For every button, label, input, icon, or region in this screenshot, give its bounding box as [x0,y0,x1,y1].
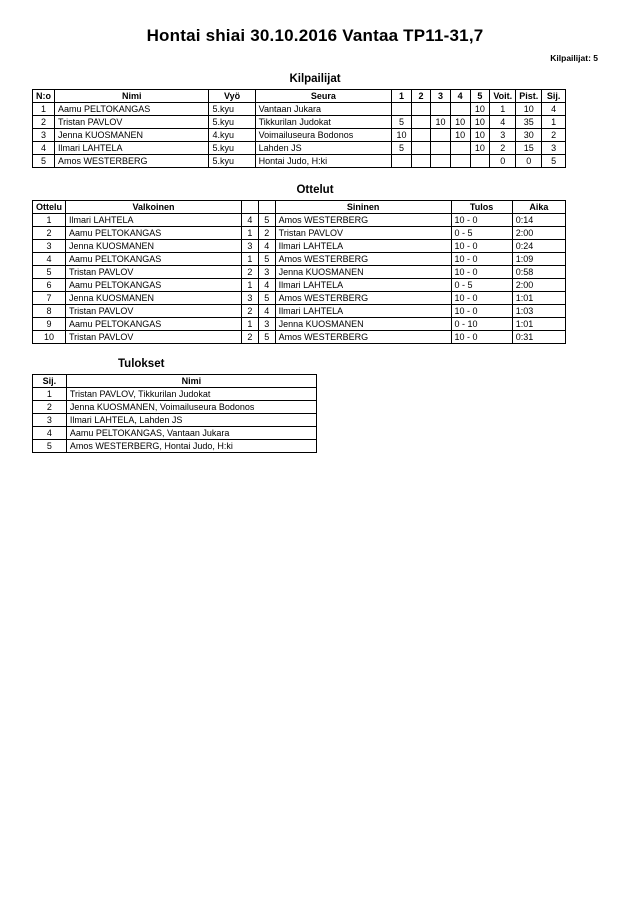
cell-m5: 10 [470,142,490,155]
cell-vyo: 4.kyu [209,129,255,142]
cell-match-num: 2 [33,227,66,240]
cell-blue: Amos WESTERBERG [275,331,451,344]
cell-vyo: 5.kyu [209,103,255,116]
cell-m3 [431,103,451,116]
cell-seura: Lahden JS [255,142,391,155]
cell-nimi: Amos WESTERBERG [55,155,209,168]
col-header-nimi: Nimi [66,375,316,388]
table-row [33,103,566,116]
cell-vyo: 5.kyu [209,142,255,155]
cell-m1: 5 [392,142,412,155]
cell-white-num: 2 [241,266,258,279]
cell-m3 [431,155,451,168]
cell-blue-num: 5 [258,253,275,266]
col-header-pist: Pist. [516,90,542,103]
cell-time: 0:31 [512,331,565,344]
cell-white-num: 1 [241,253,258,266]
cell-m2 [411,142,430,155]
cell-blue: Tristan PAVLOV [275,227,451,240]
cell-time: 1:01 [512,318,565,331]
cell-rank: 4 [33,427,67,440]
table-row [33,155,566,168]
col-header-m4: 4 [450,90,470,103]
cell-sij: 4 [542,103,566,116]
cell-white: Tristan PAVLOV [66,331,242,344]
cell-white-num: 1 [241,227,258,240]
cell-rank: 1 [33,388,67,401]
cell-m5: 10 [470,103,490,116]
cell-blue-num: 2 [258,227,275,240]
cell-white-num: 3 [241,292,258,305]
cell-blue-num: 3 [258,266,275,279]
table-row [33,292,566,305]
cell-m1 [392,155,412,168]
cell-sij: 1 [542,116,566,129]
col-header-vyo: Vyö [209,90,255,103]
matches-table [32,200,566,344]
cell-blue: Amos WESTERBERG [275,292,451,305]
table-row [33,116,566,129]
table-row [33,266,566,279]
cell-m2 [411,103,430,116]
cell-sij: 2 [542,129,566,142]
cell-seura: Voimailuseura Bodonos [255,129,391,142]
results-table [32,374,317,453]
table-row [33,129,566,142]
cell-voit: 4 [490,116,516,129]
cell-blue-num: 3 [258,318,275,331]
cell-m1: 10 [392,129,412,142]
cell-m3 [431,129,451,142]
cell-nimi: Jenna KUOSMANEN [55,129,209,142]
cell-time: 2:00 [512,279,565,292]
cell-nimi: Tristan PAVLOV [55,116,209,129]
col-header-sij: Sij. [33,375,67,388]
cell-white-num: 1 [241,279,258,292]
col-header-nimi: Nimi [55,90,209,103]
cell-white: Aamu PELTOKANGAS [66,279,242,292]
cell-m2 [411,116,430,129]
cell-blue: Jenna KUOSMANEN [275,318,451,331]
cell-blue: Ilmari LAHTELA [275,240,451,253]
cell-no: 3 [33,129,55,142]
table-header-row [33,201,566,214]
cell-white-num: 4 [241,214,258,227]
cell-m4 [450,155,470,168]
col-header-aika: Aika [512,201,565,214]
table-row [33,440,317,453]
cell-rank: 2 [33,401,67,414]
cell-pist: 0 [516,155,542,168]
cell-m4: 10 [450,129,470,142]
table-row [33,427,317,440]
cell-rank: 3 [33,414,67,427]
cell-blue: Ilmari LAHTELA [275,305,451,318]
cell-nimi: Ilmari LAHTELA [55,142,209,155]
cell-match-num: 8 [33,305,66,318]
cell-time: 0:14 [512,214,565,227]
results-heading: Tulokset [118,358,165,370]
page-title: Hontai shiai 30.10.2016 Vantaa TP11-31,7 [146,26,484,45]
cell-white: Tristan PAVLOV [66,266,242,279]
cell-result: 10 - 0 [451,214,512,227]
cell-sij: 5 [542,155,566,168]
cell-name: Amos WESTERBERG, Hontai Judo, H:ki [66,440,316,453]
cell-no: 1 [33,103,55,116]
cell-m1: 5 [392,116,412,129]
table-header-row [33,90,566,103]
cell-result: 10 - 0 [451,240,512,253]
cell-match-num: 3 [33,240,66,253]
cell-m2 [411,155,430,168]
cell-blue-num: 5 [258,214,275,227]
cell-pist: 10 [516,103,542,116]
cell-pist: 30 [516,129,542,142]
cell-rank: 5 [33,440,67,453]
cell-pist: 35 [516,116,542,129]
cell-time: 1:03 [512,305,565,318]
cell-voit: 1 [490,103,516,116]
table-row [33,279,566,292]
cell-match-num: 9 [33,318,66,331]
cell-m3 [431,142,451,155]
cell-no: 5 [33,155,55,168]
cell-m1 [392,103,412,116]
cell-m5: 10 [470,116,490,129]
cell-blue-num: 4 [258,279,275,292]
cell-white-num: 3 [241,240,258,253]
col-header-m1: 1 [392,90,412,103]
cell-blue: Jenna KUOSMANEN [275,266,451,279]
cell-m4 [450,142,470,155]
cell-match-num: 5 [33,266,66,279]
cell-white: Jenna KUOSMANEN [66,292,242,305]
cell-time: 2:00 [512,227,565,240]
col-header-tulos: Tulos [451,201,512,214]
cell-result: 10 - 0 [451,305,512,318]
table-row [33,240,566,253]
cell-no: 2 [33,116,55,129]
table-row [33,253,566,266]
col-header-ottelu: Ottelu [33,201,66,214]
cell-white: Aamu PELTOKANGAS [66,318,242,331]
cell-vyo: 5.kyu [209,155,255,168]
cell-match-num: 1 [33,214,66,227]
cell-result: 0 - 10 [451,318,512,331]
col-header-white-num [241,201,258,214]
table-row [33,388,317,401]
cell-white: Tristan PAVLOV [66,305,242,318]
cell-result: 0 - 5 [451,279,512,292]
cell-m5 [470,155,490,168]
cell-m5: 10 [470,129,490,142]
cell-white: Aamu PELTOKANGAS [66,227,242,240]
cell-blue: Ilmari LAHTELA [275,279,451,292]
col-header-no: N:o [33,90,55,103]
table-header-row [33,375,317,388]
cell-match-num: 4 [33,253,66,266]
table-row [33,414,317,427]
cell-white-num: 2 [241,331,258,344]
cell-blue: Amos WESTERBERG [275,253,451,266]
cell-seura: Tikkurilan Judokat [255,116,391,129]
table-row [33,331,566,344]
cell-white-num: 2 [241,305,258,318]
cell-result: 10 - 0 [451,253,512,266]
col-header-m2: 2 [411,90,430,103]
cell-name: Tristan PAVLOV, Tikkurilan Judokat [66,388,316,401]
cell-blue: Amos WESTERBERG [275,214,451,227]
cell-voit: 2 [490,142,516,155]
cell-nimi: Aamu PELTOKANGAS [55,103,209,116]
col-header-blue-num [258,201,275,214]
cell-m3: 10 [431,116,451,129]
cell-pist: 15 [516,142,542,155]
cell-result: 10 - 0 [451,266,512,279]
cell-voit: 0 [490,155,516,168]
cell-vyo: 5.kyu [209,116,255,129]
cell-result: 0 - 5 [451,227,512,240]
cell-blue-num: 5 [258,331,275,344]
cell-white: Ilmari LAHTELA [66,214,242,227]
cell-time: 1:01 [512,292,565,305]
cell-time: 1:09 [512,253,565,266]
competitors-heading: Kilpailijat [289,73,341,85]
cell-m2 [411,129,430,142]
col-header-sij: Sij. [542,90,566,103]
cell-white-num: 1 [241,318,258,331]
cell-match-num: 10 [33,331,66,344]
cell-time: 0:24 [512,240,565,253]
cell-blue-num: 4 [258,305,275,318]
table-row [33,142,566,155]
cell-result: 10 - 0 [451,331,512,344]
matches-heading: Ottelut [296,184,334,196]
cell-white: Jenna KUOSMANEN [66,240,242,253]
cell-name: Jenna KUOSMANEN, Voimailuseura Bodonos [66,401,316,414]
cell-seura: Vantaan Jukara [255,103,391,116]
cell-blue-num: 5 [258,292,275,305]
col-header-m3: 3 [431,90,451,103]
table-row [33,401,317,414]
cell-m4 [450,103,470,116]
col-header-m5: 5 [470,90,490,103]
cell-time: 0:58 [512,266,565,279]
col-header-seura: Seura [255,90,391,103]
cell-name: Aamu PELTOKANGAS, Vantaan Jukara [66,427,316,440]
cell-voit: 3 [490,129,516,142]
cell-m4: 10 [450,116,470,129]
cell-blue-num: 4 [258,240,275,253]
cell-white: Aamu PELTOKANGAS [66,253,242,266]
cell-seura: Hontai Judo, H:ki [255,155,391,168]
table-row [33,305,566,318]
table-row [33,227,566,240]
cell-match-num: 7 [33,292,66,305]
col-header-voit: Voit. [490,90,516,103]
competitors-table [32,89,566,168]
competitor-count-label: Kilpailijat: 5 [550,53,598,63]
document-page [0,26,630,917]
cell-no: 4 [33,142,55,155]
col-header-sininen: Sininen [275,201,451,214]
col-header-valkoinen: Valkoinen [66,201,242,214]
table-row [33,214,566,227]
cell-sij: 3 [542,142,566,155]
cell-result: 10 - 0 [451,292,512,305]
table-row [33,318,566,331]
cell-match-num: 6 [33,279,66,292]
cell-name: Ilmari LAHTELA, Lahden JS [66,414,316,427]
